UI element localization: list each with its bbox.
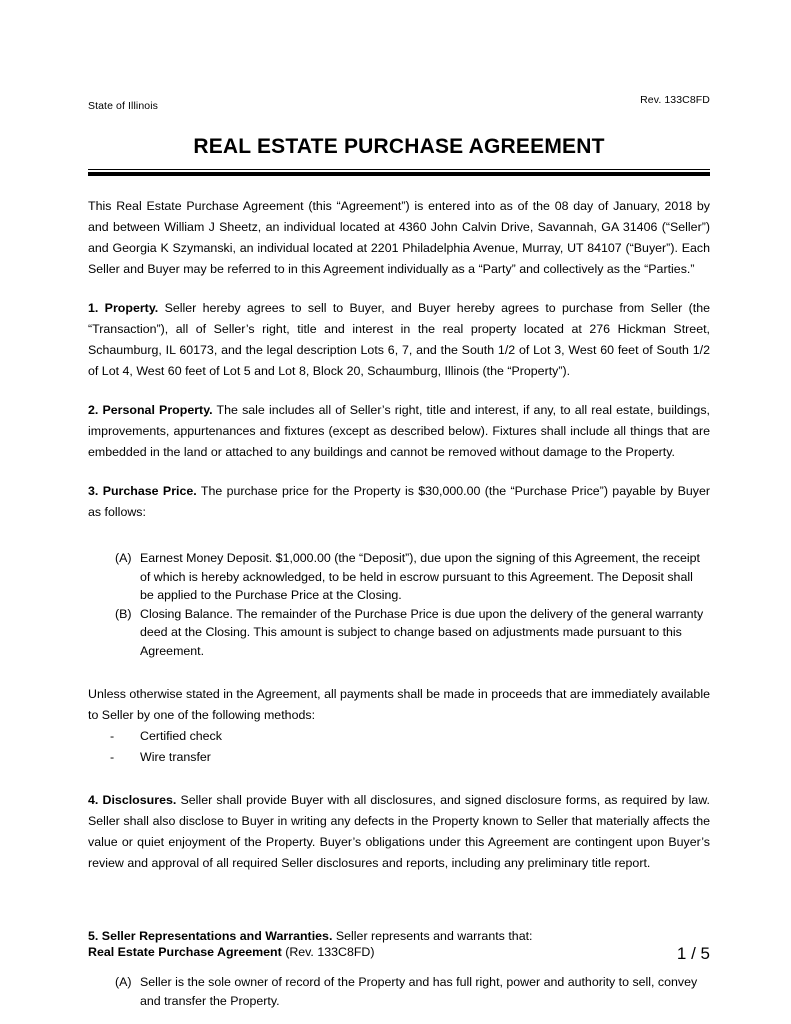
document-content: [88, 0, 710, 1010]
section-4-heading: 4. Disclosures.: [88, 793, 177, 807]
document-header: [88, 94, 710, 124]
page-number: 1 / 5: [676, 944, 710, 963]
state-label: State of Illinois: [88, 100, 158, 112]
section-2-heading: 2. Personal Property.: [88, 403, 213, 417]
list-item: [88, 726, 710, 747]
revision-label: Rev. 133C8FD: [640, 94, 710, 106]
section-2-text: The sale includes all of Seller’s right, title and interest, if any, to all real estate, buildings, improvements, appurtenances and fixtures (except as described below). Fixtures shall include all things that are embedded in the land or attached to any buildings and cannot be removed without damage to the Property.: [88, 403, 710, 459]
payment-methods-intro-text: Unless otherwise stated in the Agreement, all payments shall be made in proceeds that are immediately available to Seller by one of the following methods:: [88, 687, 710, 722]
list-item: [88, 973, 710, 1010]
list-item-text: Seller is the sole owner of record of the Property and has full right, power and authority to sell, convey and transfer the Property.: [140, 975, 698, 1008]
payment-methods-list: [88, 726, 710, 768]
dash-bullet-icon: -: [110, 750, 115, 764]
dash-bullet-icon: -: [110, 729, 115, 743]
section-4-text: Seller shall provide Buyer with all disclosures, and signed disclosure forms, as required by law. Seller shall also disclose to Buyer in writing any defects in the Property known to Seller that materially affects the value or quiet enjoyment of the Property. Buyer’s obligations under this Agreement are contingent upon Buyer’s review and approval of all required Seller disclosures and reports, including any preliminary title report.: [88, 793, 710, 870]
list-item-marker: (A): [115, 975, 132, 989]
list-item-text: Earnest Money Deposit. $1,000.00 (the “Deposit”), due upon the signing of this Agreement, the receipt of which is hereby acknowledged, to be held in escrow pursuant to this Agreement. The Deposit shall be applied to the Purchase Price at the Closing.: [140, 551, 700, 602]
footer-document-title: [88, 944, 374, 961]
list-item-text: Closing Balance. The remainder of the Purchase Price is due upon the delivery of the general warranty deed at the Closing. This amount is subject to change based on adjustments made pursuant to this Agreement.: [140, 606, 704, 658]
section-1-text: Seller hereby agrees to sell to Buyer, and Buyer hereby agrees to purchase from Seller (the “Transaction”), all of Seller’s right, title and interest in the real property located at 276 Hickman Street, Schaumburg, IL 60173, and the legal description Lots 6, 7, and the South 1/2 of Lot 3, West 60 feet of South 1/2 of Lot 4, West 60 feet of Lot 5 and Lot 8, Block 20, Schaumburg, Illinois (the “Property”).: [88, 301, 711, 378]
purchase-price-sublist: [88, 549, 710, 660]
page-title: REAL ESTATE PURCHASE AGREEMENT: [193, 135, 605, 158]
section-1-property: [88, 298, 710, 382]
section-spacer: [88, 874, 710, 926]
list-item-marker: (A): [115, 551, 132, 565]
document-footer: [88, 944, 710, 964]
footer-title-strong: Real Estate Purchase Agreement: [88, 945, 282, 959]
list-item-text: Wire transfer: [140, 750, 211, 764]
list-item: [88, 747, 710, 768]
intro-text: This Real Estate Purchase Agreement (this “Agreement”) is entered into as of the 08 day of January, 2018 by and between William J Sheetz, an individual located at 4360 John Calvin Drive, Savannah, GA 31406 (“Seller”) and Georgia K Szymanski, an individual located at 2201 Philadelphia Avenue, Murray, UT 84107 (“Buyer”). Each Seller and Buyer may be referred to in this Agreement individually as a “Party” and collectively as the “Parties.”: [88, 199, 710, 276]
footer-title-revision: (Rev. 133C8FD): [281, 945, 375, 959]
list-item: [88, 605, 710, 661]
section-5-heading: 5. Seller Representations and Warranties.: [88, 929, 333, 943]
list-item-text: Certified check: [140, 729, 222, 743]
section-3-heading: 3. Purchase Price.: [88, 484, 197, 498]
section-4-disclosures: [88, 790, 710, 874]
intro-paragraph: [88, 196, 710, 280]
list-item-marker: (B): [115, 606, 132, 621]
seller-representations-sublist: [88, 973, 710, 1010]
list-item: [88, 549, 710, 605]
section-3-text: The purchase price for the Property is $30,000.00 (the “Purchase Price”) payable by Buyer as follows:: [88, 484, 711, 519]
section-2-personal-property: [88, 400, 710, 463]
section-3-purchase-price: [88, 481, 710, 523]
title-divider: [88, 169, 710, 176]
section-1-heading: 1. Property.: [88, 301, 159, 315]
section-5-text: Seller represents and warrants that:: [332, 929, 533, 943]
payment-methods-intro: [88, 684, 710, 726]
